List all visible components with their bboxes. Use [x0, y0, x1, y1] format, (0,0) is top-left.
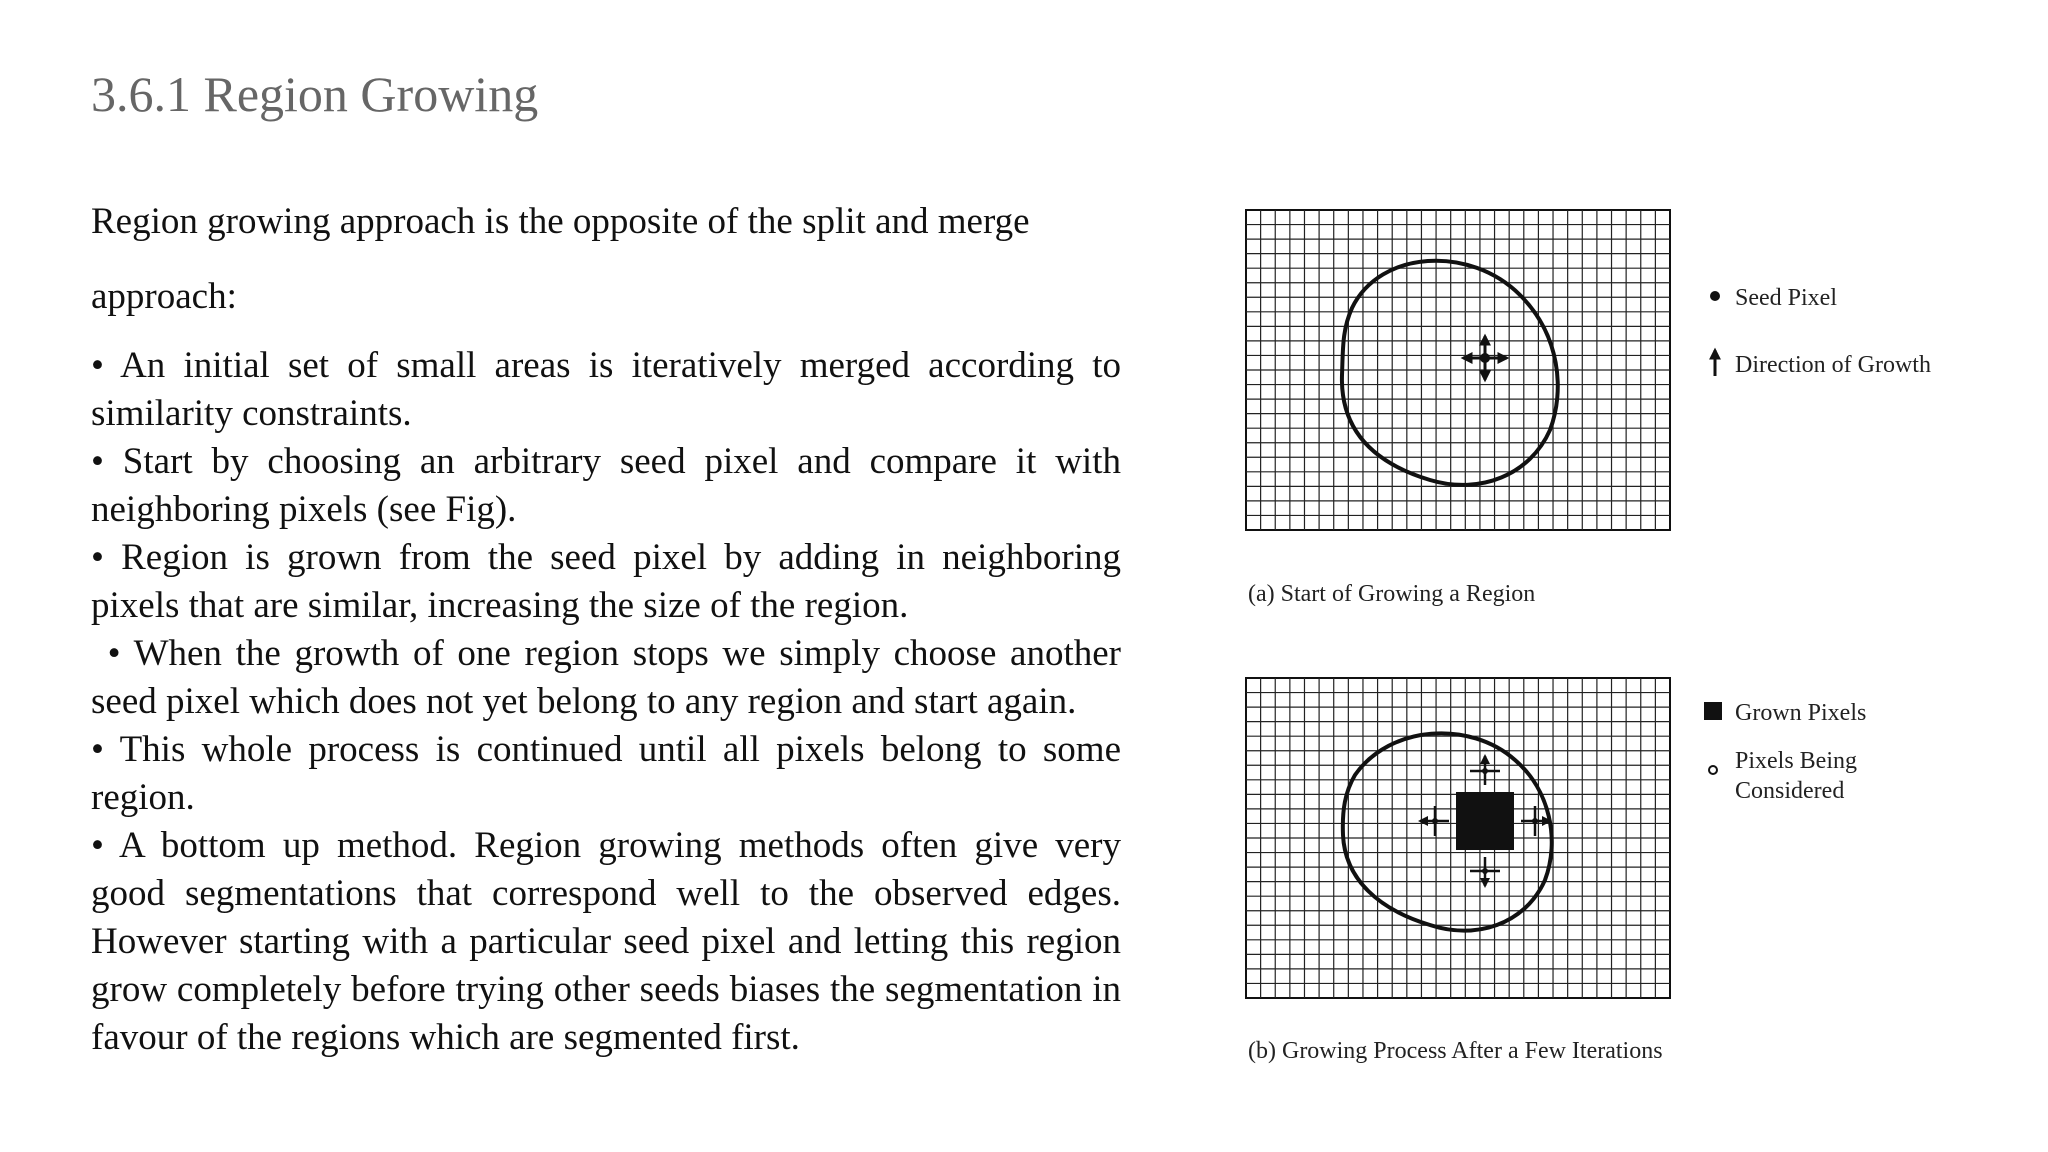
caption-panel-b: (b) Growing Process After a Few Iterations — [1248, 1038, 1663, 1064]
seed-pixel-icon — [1710, 291, 1720, 301]
considered-pixel-icon — [1709, 766, 1717, 774]
figure-canvas — [1230, 190, 1990, 1080]
caption-panel-a: (a) Start of Growing a Region — [1248, 581, 1536, 607]
bullet-initial-set: • An initial set of small areas is iteratively merged according to similarity constraints. — [91, 345, 1121, 434]
grid-panel-a — [1246, 210, 1670, 530]
legend-considered: Considered — [1735, 778, 1845, 804]
bullet-bottom-up: • A bottom up method. Region growing methods often give very good segmentations that correspond well to the observed edges. However starting with a particular seed pixel and letting this region grow completely before trying other seeds biases the segmentation in favour of the regions which are segmented first. — [91, 825, 1121, 1058]
region-growing-figure — [1230, 190, 1990, 1080]
bullet-seed-pixel: • Start by choosing an arbitrary seed pixel and compare it with neighboring pixels (see Fig). — [91, 441, 1121, 530]
bullet-list — [91, 342, 1121, 1062]
bullet-region-grown: • Region is grown from the seed pixel by adding in neighboring pixels that are similar, increasing the size of the region. — [91, 537, 1121, 626]
legend-seed-pixel: Seed Pixel — [1735, 285, 1837, 311]
page-title: 3.6.1 Region Growing — [91, 66, 539, 122]
legend-direction-of-growth: Direction of Growth — [1735, 352, 1931, 378]
legend-pixels-being: Pixels Being — [1735, 748, 1858, 774]
grown-pixels-icon — [1704, 702, 1722, 720]
bullet-growth-stops: • When the growth of one region stops we simply choose another seed pixel which does not yet belong to any region and start again. — [91, 633, 1121, 722]
region-outline-b — [1343, 733, 1552, 930]
legend-grown-pixels: Grown Pixels — [1735, 700, 1867, 726]
region-outline-a — [1342, 261, 1558, 485]
bullet-whole-process: • This whole process is continued until all pixels belong to some region. — [91, 729, 1121, 818]
seed-pixel-dot-a — [1480, 353, 1490, 363]
grown-pixels-block — [1456, 792, 1514, 850]
intro-paragraph: Region growing approach is the opposite of the split and merge approach: — [91, 201, 1030, 317]
